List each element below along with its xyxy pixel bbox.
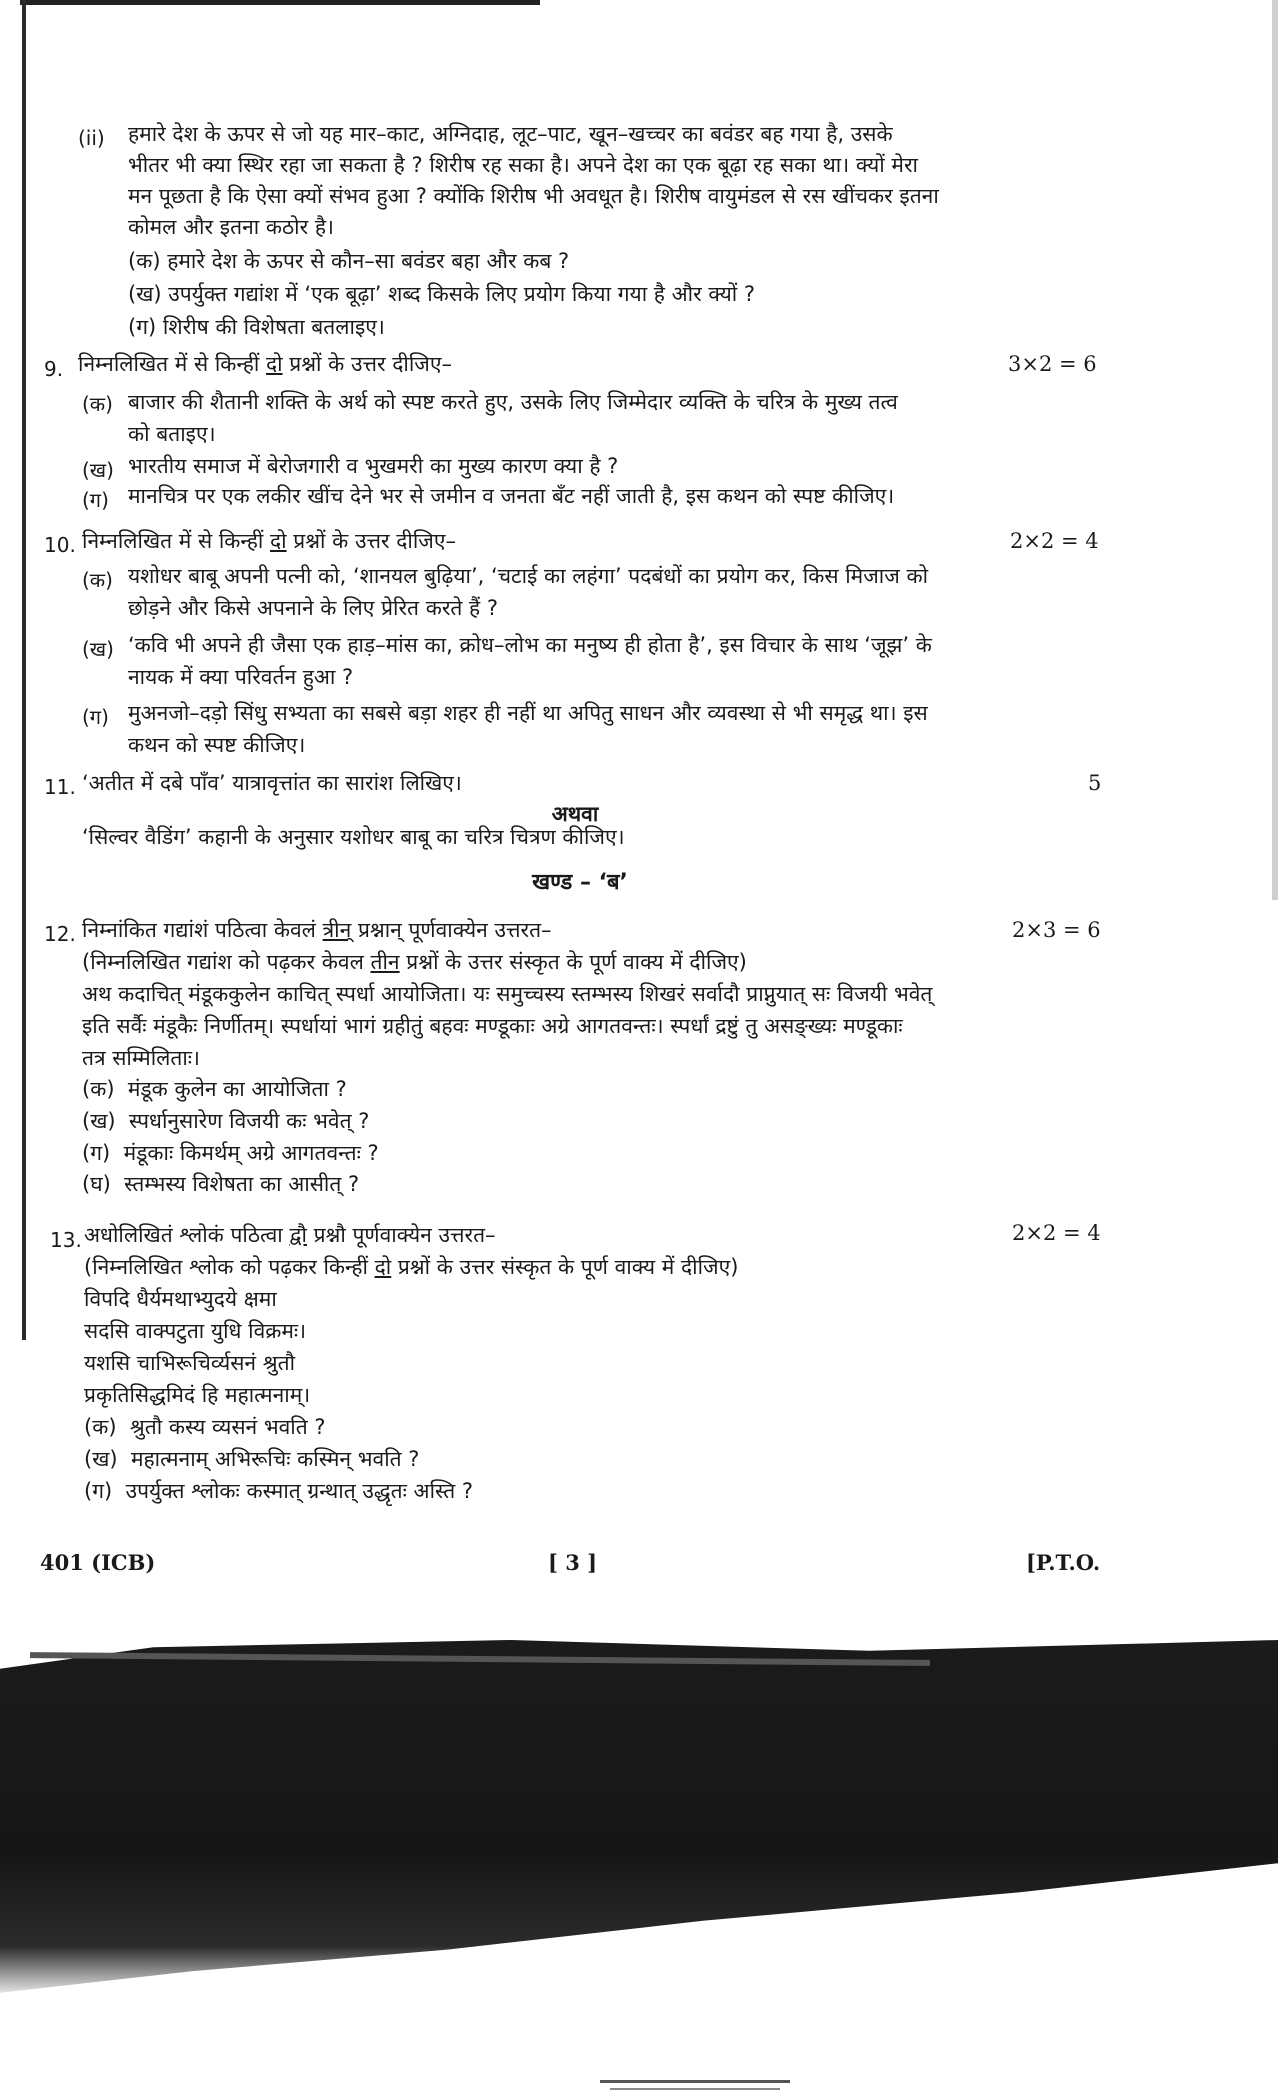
scan-bottom-mark-2 [610, 2088, 780, 2090]
q10-item-ga-line-1: मुअनजो–दड़ो सिंधु सभ्यता का सबसे बड़ा शहर ही नहीं था अपितु साधन और व्यवस्था से भी समृद्ध था। इस [128, 701, 928, 725]
q11-marks: 5 [1088, 771, 1102, 795]
q8-ii-line-4: कोमल और इतना कठोर है। [128, 215, 334, 239]
q11-alt-text: ‘सिल्वर वैडिंग’ कहानी के अनुसार यशोधर बाबू का चरित्र चित्रण कीजिए। [82, 825, 625, 849]
q13-verse-line-2: सदसि वाक्पटुता युधि विक्रमः। [84, 1319, 307, 1343]
q11-text: ‘अतीत में दबे पाँव’ यात्रावृत्तांत का सारांश लिखिए। [82, 771, 462, 795]
q13-sub-ga: (ग) उपर्युक्त श्लोकः कस्मात् ग्रन्थात् उद्धृतः अस्ति ? [84, 1479, 473, 1503]
q13-sub-ka: (क) श्रुतौ कस्य व्यसनं भवति ? [84, 1415, 326, 1439]
q10-item-ka-label: (क) [82, 568, 113, 592]
q10-prompt: निम्नलिखित में से किन्हीं दो प्रश्नों के उत्तर दीजिए– [82, 529, 456, 553]
q13-marks: 2×2 = 4 [1012, 1221, 1101, 1245]
q12-sub-ga: (ग) मंडूकाः किमर्थम् अग्रे आगतवन्तः ? [82, 1141, 379, 1165]
q9-item-ga-line-1: मानचित्र पर एक लकीर खींच देने भर से जमीन व जनता बँट नहीं जाती है, इस कथन को स्पष्ट कीजिए। [128, 484, 895, 508]
q9-prompt: निम्नलिखित में से किन्हीं दो प्रश्नों के उत्तर दीजिए– [78, 352, 452, 376]
q8-ii-sub-kha: (ख) उपर्युक्त गद्यांश में ‘एक बूढ़ा’ शब्द किसके लिए प्रयोग किया गया है और क्यों ? [128, 282, 756, 306]
q8-ii-sub-ka: (क) हमारे देश के ऊपर से कौन–सा बवंडर बहा और कब ? [128, 249, 570, 273]
footer-page-number: [ 3 ] [548, 1550, 598, 1575]
q10-number: 10. [44, 533, 76, 557]
q13-verse-line-3: यशसि चाभिरूचिर्व्यसनं श्रुतौ [84, 1351, 296, 1375]
q10-item-kha-label: (ख) [82, 637, 114, 661]
q9-marks: 3×2 = 6 [1008, 352, 1097, 376]
q13-verse-line-1: विपदि धैर्यमथाभ्युदये क्षमा [84, 1287, 277, 1311]
q12-passage-line-3: तत्र सम्मिलिताः। [82, 1046, 200, 1070]
q8-ii-line-2: भीतर भी क्या स्थिर रहा जा सकता है ? शिरीष रह सका है। अपने देश का एक बूढ़ा रह सका था। क्यों मेरा [128, 153, 918, 177]
q10-marks: 2×2 = 4 [1010, 529, 1099, 553]
q12-passage-line-2: इति सर्वैः मंडूकैः निर्णीतम्। स्पर्धायां भागं ग्रहीतुं बहवः मण्डूकाः अग्रे आगतवन्तः। स्पर्धां द्रष्टुं तु असङ्ख्यः मण्डूकाः [82, 1014, 903, 1038]
q12-hindi-instruction: (निम्नलिखित गद्यांश को पढ़कर केवल तीन प्रश्नों के उत्तर संस्कृत के पूर्ण वाक्य में दीजिए) [82, 950, 747, 974]
q10-item-ga-label: (ग) [82, 705, 109, 729]
q12-marks: 2×3 = 6 [1012, 918, 1101, 942]
q9-item-ga-label: (ग) [82, 488, 109, 512]
q10-item-ka-line-1: यशोधर बाबू अपनी पत्नी को, ‘शानयल बुढ़िया’, ‘चटाई का लहंगा’ पदबंधों का प्रयोग कर, किस मिजाज को [128, 564, 929, 588]
q13-sub-kha: (ख) महात्मनाम् अभिरूचिः कस्मिन् भवति ? [84, 1447, 420, 1471]
q11-or-label: अथवा [551, 802, 599, 826]
q10-item-kha-line-1: ‘कवि भी अपने ही जैसा एक हाड़–मांस का, क्रोध–लोभ का मनुष्य ही होता है’, इस विचार के साथ ‘जूझ’ के [128, 633, 932, 657]
q11-number: 11. [44, 775, 76, 799]
q9-number: 9. [44, 357, 64, 381]
q9-item-kha-label: (ख) [82, 458, 114, 482]
scan-dark-smudge [0, 1640, 1278, 2000]
footer-paper-code: 401 (ICB) [40, 1550, 156, 1575]
q8-ii-line-1: हमारे देश के ऊपर से जो यह मार–काट, अग्निदाह, लूट–पाट, खून–खच्चर का बवंडर बह गया है, उसके [128, 122, 893, 146]
q13-hindi-instruction: (निम्नलिखित श्लोक को पढ़कर किन्हीं दो प्रश्नों के उत्तर संस्कृत के पूर्ण वाक्य में दीजिए) [84, 1255, 739, 1279]
q10-item-ka-line-2: छोड़ने और किसे अपनाने के लिए प्रेरित करते हैं ? [128, 596, 499, 620]
q10-item-ga-line-2: कथन को स्पष्ट कीजिए। [128, 733, 306, 757]
q13-prompt: अधोलिखितं श्लोकं पठित्वा द्वौ प्रश्नौ पूर्णवाक्येन उत्तरत– [84, 1223, 496, 1247]
q9-item-ka-line-2: को बताइए। [128, 422, 216, 446]
q13-number: 13. [50, 1228, 82, 1252]
q12-passage-line-1: अथ कदाचित् मंडूककुलेन काचित् स्पर्धा आयोजिता। यः समुच्चस्य स्तम्भस्य शिखरं सर्वादौ प्राप्नुयात् सः विजयी भवेत् [82, 982, 933, 1006]
q9-item-ka-line-1: बाजार की शैतानी शक्ति के अर्थ को स्पष्ट करते हुए, उसके लिए जिम्मेदार व्यक्ति के चरित्र के मुख्य तत्व [128, 390, 898, 414]
q13-verse-line-4: प्रकृतिसिद्धमिदं हि महात्मनाम्। [84, 1383, 311, 1407]
q9-item-kha-line-1: भारतीय समाज में बेरोजगारी व भुखमरी का मुख्य कारण क्या है ? [128, 454, 619, 478]
scan-bottom-mark [600, 2080, 790, 2083]
q8-ii-line-3: मन पूछता है कि ऐसा क्यों संभव हुआ ? क्योंकि शिरीष भी अवधूत है। शिरीष वायुमंडल से रस खींचकर इतना [128, 184, 939, 208]
q12-prompt: निम्नांकित गद्यांशं पठित्वा केवलं त्रीन् प्रश्नान् पूर्णवाक्येन उत्तरत– [82, 918, 552, 942]
q8-ii-sub-ga: (ग) शिरीष की विशेषता बतलाइए। [128, 315, 385, 339]
q8-ii-label: (ii) [78, 126, 105, 150]
section-b-heading: खण्ड – ‘ब’ [532, 870, 628, 895]
q12-sub-ka: (क) मंडूक कुलेन का आयोजिता ? [82, 1077, 347, 1101]
footer-pto: [P.T.O. [1026, 1550, 1101, 1575]
q12-sub-gha: (घ) स्तम्भस्य विशेषता का आसीत् ? [82, 1172, 360, 1196]
q10-item-kha-line-2: नायक में क्या परिवर्तन हुआ ? [128, 665, 354, 689]
q12-sub-kha: (ख) स्पर्धानुसारेण विजयी कः भवेत् ? [82, 1109, 370, 1133]
q9-item-ka-label: (क) [82, 392, 113, 416]
q12-number: 12. [44, 922, 76, 946]
